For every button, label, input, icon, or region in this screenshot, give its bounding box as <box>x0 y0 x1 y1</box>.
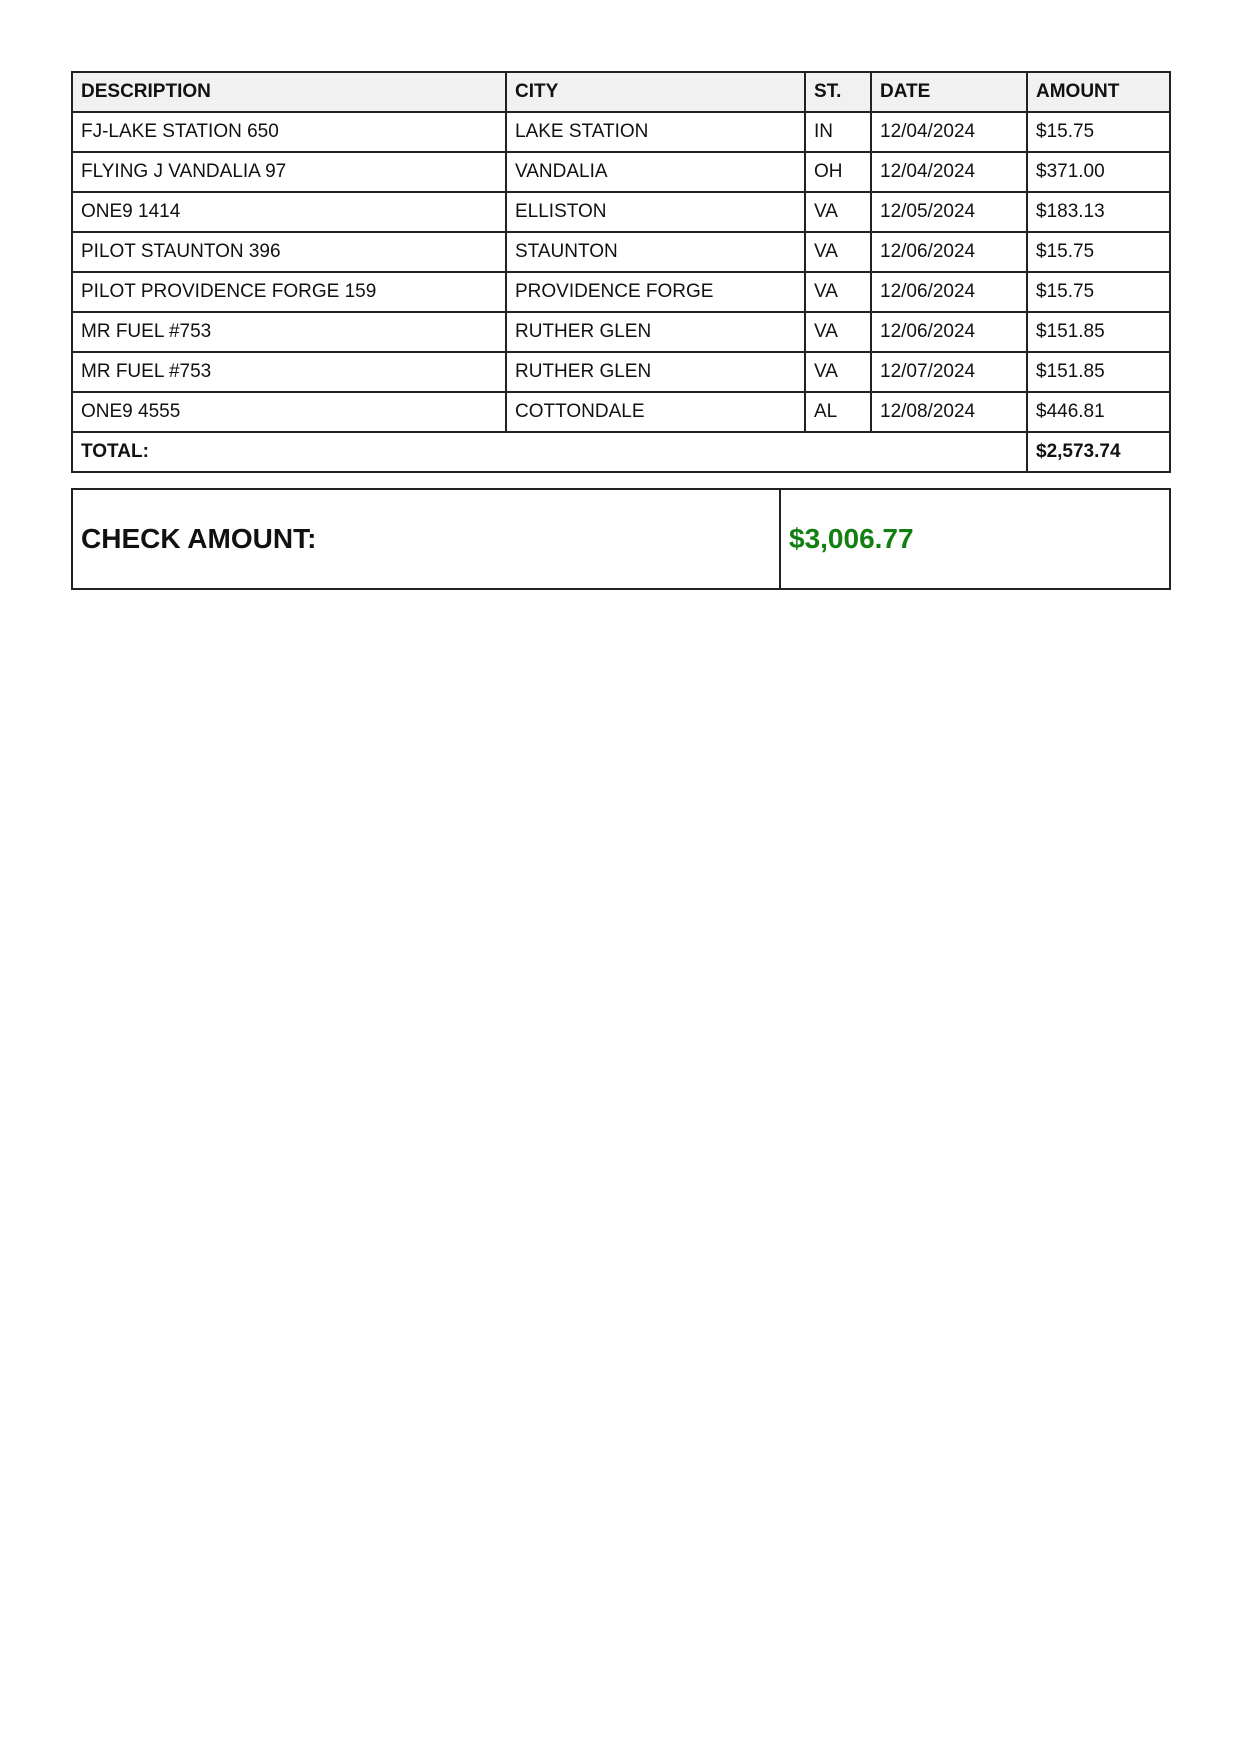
state-cell: VA <box>805 272 871 312</box>
city-cell: COTTONDALE <box>506 392 805 432</box>
check-amount-value: $3,006.77 <box>780 489 1170 589</box>
date-cell: 12/07/2024 <box>871 352 1027 392</box>
city-cell: RUTHER GLEN <box>506 352 805 392</box>
city-cell: RUTHER GLEN <box>506 312 805 352</box>
column-header-state: ST. <box>805 72 871 112</box>
date-cell: 12/08/2024 <box>871 392 1027 432</box>
description-cell: PILOT STAUNTON 396 <box>72 232 506 272</box>
column-header-amount: AMOUNT <box>1027 72 1170 112</box>
column-header-description: DESCRIPTION <box>72 72 506 112</box>
amount-cell: $15.75 <box>1027 112 1170 152</box>
state-cell: IN <box>805 112 871 152</box>
table-row <box>72 272 1170 312</box>
date-cell: 12/05/2024 <box>871 192 1027 232</box>
check-amount-row <box>72 489 1170 589</box>
amount-cell: $15.75 <box>1027 232 1170 272</box>
document-page <box>71 71 1169 590</box>
city-cell: ELLISTON <box>506 192 805 232</box>
description-cell: FLYING J VANDALIA 97 <box>72 152 506 192</box>
state-cell: VA <box>805 232 871 272</box>
table-row <box>72 192 1170 232</box>
table-row <box>72 392 1170 432</box>
total-value: $2,573.74 <box>1027 432 1170 472</box>
expense-table <box>71 71 1171 473</box>
amount-cell: $151.85 <box>1027 312 1170 352</box>
table-row <box>72 312 1170 352</box>
state-cell: OH <box>805 152 871 192</box>
description-cell: FJ-LAKE STATION 650 <box>72 112 506 152</box>
city-cell: VANDALIA <box>506 152 805 192</box>
total-row <box>72 432 1170 472</box>
table-row <box>72 352 1170 392</box>
state-cell: VA <box>805 352 871 392</box>
date-cell: 12/06/2024 <box>871 312 1027 352</box>
table-row <box>72 232 1170 272</box>
city-cell: LAKE STATION <box>506 112 805 152</box>
state-cell: VA <box>805 192 871 232</box>
amount-cell: $371.00 <box>1027 152 1170 192</box>
description-cell: PILOT PROVIDENCE FORGE 159 <box>72 272 506 312</box>
check-amount-box <box>71 488 1171 590</box>
check-amount-label: CHECK AMOUNT: <box>72 489 780 589</box>
table-header-row <box>72 72 1170 112</box>
description-cell: MR FUEL #753 <box>72 312 506 352</box>
date-cell: 12/04/2024 <box>871 112 1027 152</box>
table-row <box>72 112 1170 152</box>
column-header-date: DATE <box>871 72 1027 112</box>
description-cell: ONE9 4555 <box>72 392 506 432</box>
amount-cell: $151.85 <box>1027 352 1170 392</box>
state-cell: AL <box>805 392 871 432</box>
description-cell: MR FUEL #753 <box>72 352 506 392</box>
date-cell: 12/06/2024 <box>871 272 1027 312</box>
city-cell: PROVIDENCE FORGE <box>506 272 805 312</box>
column-header-city: CITY <box>506 72 805 112</box>
date-cell: 12/06/2024 <box>871 232 1027 272</box>
table-row <box>72 152 1170 192</box>
state-cell: VA <box>805 312 871 352</box>
amount-cell: $15.75 <box>1027 272 1170 312</box>
amount-cell: $183.13 <box>1027 192 1170 232</box>
description-cell: ONE9 1414 <box>72 192 506 232</box>
city-cell: STAUNTON <box>506 232 805 272</box>
amount-cell: $446.81 <box>1027 392 1170 432</box>
date-cell: 12/04/2024 <box>871 152 1027 192</box>
total-label: TOTAL: <box>72 432 1027 472</box>
